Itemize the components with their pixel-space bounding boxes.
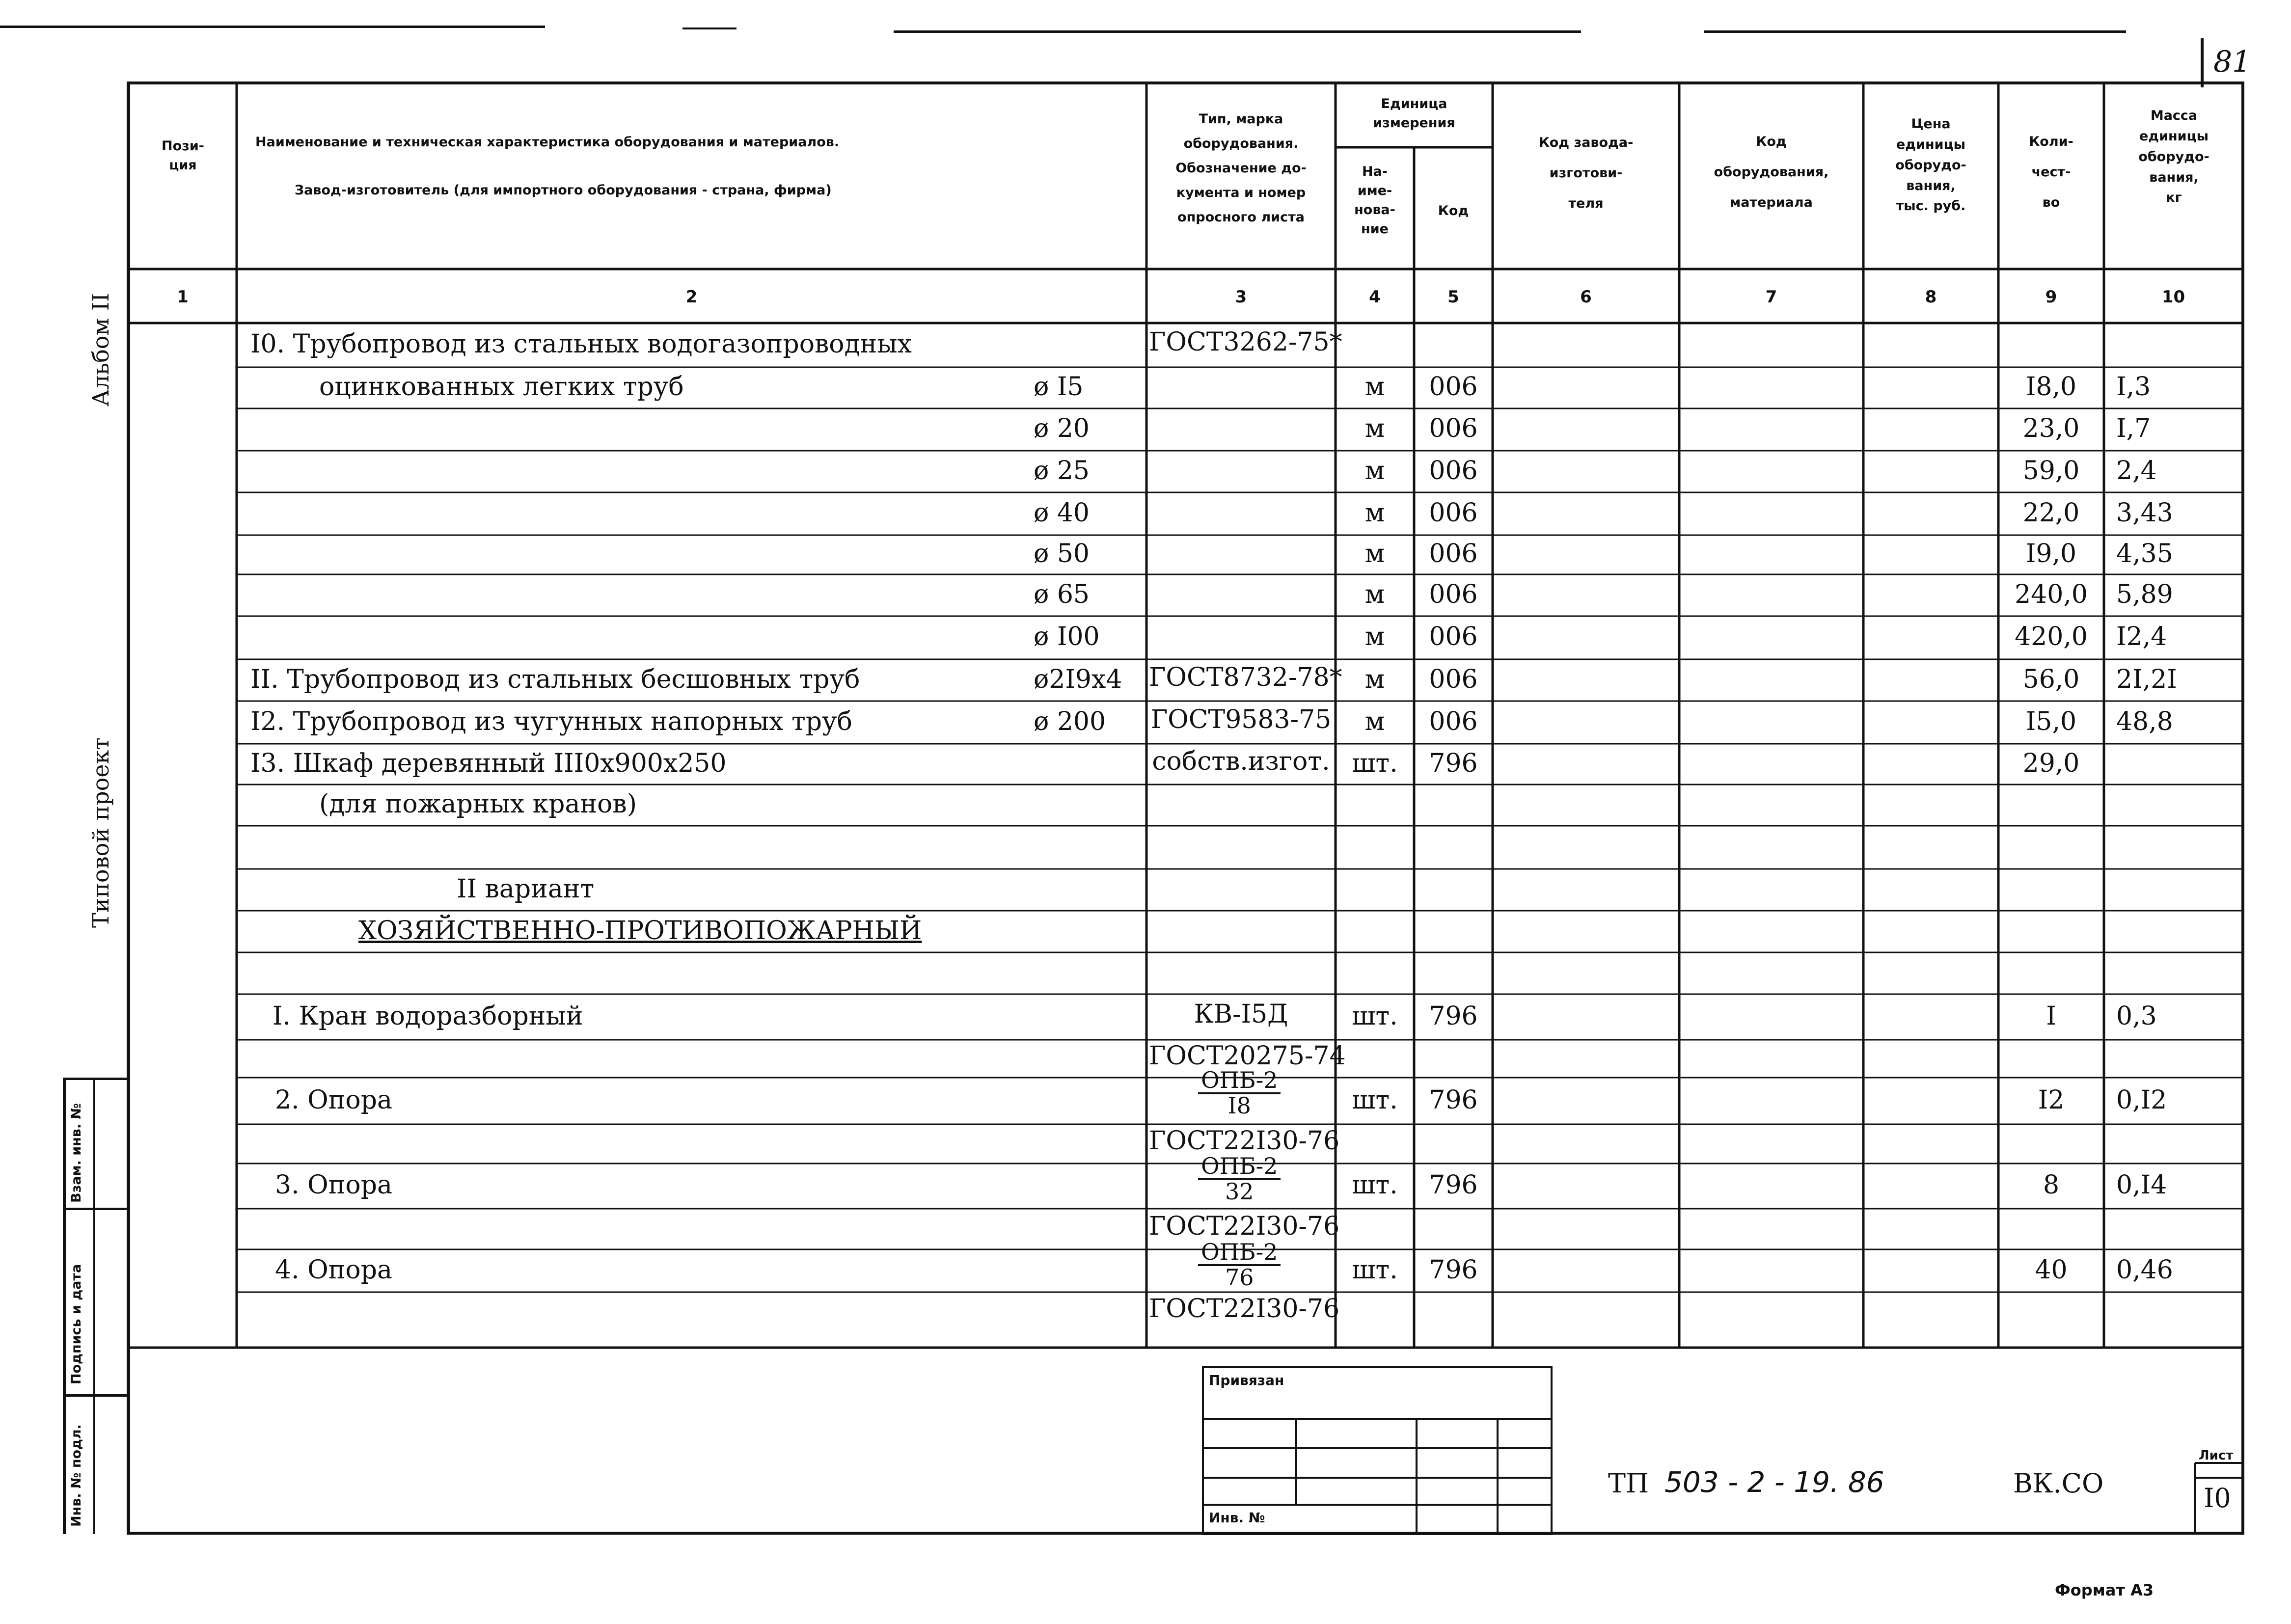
row-unit-code: 006 [1429, 456, 1478, 486]
stamp-code-prefix: ТП [1608, 1468, 1649, 1499]
column-number: 2 [685, 287, 698, 307]
row-name: 2. Опора [275, 1085, 393, 1115]
format-label: Формат А3 [2055, 1581, 2154, 1599]
row-mass: 2,4 [2116, 456, 2157, 486]
row-mass: 0,I4 [2116, 1170, 2167, 1200]
row-unit-code: 796 [1429, 1170, 1478, 1200]
row-unit-code: 006 [1429, 622, 1478, 651]
row-quantity: I5,0 [2025, 706, 2077, 736]
row-unit-code: 796 [1429, 1255, 1478, 1285]
row-size: ø 40 [1034, 498, 1090, 528]
row-name: I3. Шкаф деревянный III0x900x250 [250, 748, 727, 778]
row-name: 4. Опора [275, 1255, 393, 1285]
row-unit: м [1364, 539, 1385, 568]
fraction-bottom: 32 [1225, 1178, 1254, 1205]
page-number: 81 [2213, 45, 2251, 79]
row-unit-code: 006 [1429, 414, 1478, 443]
row-mass: 3,43 [2116, 498, 2173, 528]
stamp-sheet-no: I0 [2204, 1483, 2231, 1514]
row-unit: шт. [1352, 1255, 1398, 1285]
row-unit-code: 006 [1429, 664, 1478, 694]
row-unit: м [1364, 664, 1385, 694]
row-quantity: 240,0 [2015, 579, 2088, 609]
row-document-fraction [1198, 1155, 1281, 1203]
row-quantity: 29,0 [2022, 748, 2080, 778]
row-quantity: I8,0 [2025, 372, 2077, 402]
row-mass: 0,I2 [2116, 1085, 2167, 1115]
header-unit: Единица измерения [1373, 96, 1455, 131]
inv-label: Инв. № подл. [69, 1424, 84, 1527]
stamp-privyazan: Привязан [1209, 1372, 1284, 1388]
row-unit: м [1364, 372, 1385, 402]
row-document: ГОСТ22I30-76 [1149, 1294, 1340, 1324]
row-unit-code: 006 [1429, 706, 1478, 736]
row-name: II. Трубопровод из стальных бесшовных труб [250, 664, 860, 694]
stamp-sheet-label: Лист [2199, 1448, 2234, 1463]
row-size: ø I5 [1034, 372, 1084, 402]
row-document: ГОСТ22I30-76 [1149, 1126, 1340, 1156]
row-mass: I,7 [2116, 414, 2151, 443]
header-position: Пози- ция [162, 138, 204, 173]
vzam-label: Взам. инв. № [69, 1103, 84, 1203]
row-document: ГОСТ20275-74 [1149, 1041, 1346, 1071]
album-label: Альбом II [87, 293, 114, 406]
fraction-top: ОПБ-2 [1198, 1069, 1281, 1094]
row-size: ø 50 [1034, 539, 1090, 568]
podpis-label: Подпись и дата [69, 1264, 84, 1384]
header-name-line1: Наименование и техническая характеристика оборудования и материалов. [255, 135, 840, 150]
row-unit-code: 006 [1429, 539, 1478, 568]
row-name: I2. Трубопровод из чугунных напорных труб [250, 706, 852, 736]
row-unit: м [1364, 498, 1385, 528]
row-size: ø I00 [1034, 622, 1100, 651]
row-quantity: I [2046, 1001, 2056, 1031]
row-quantity: 420,0 [2015, 622, 2088, 651]
header-type: Тип, марка оборудования. Обозначение до- кумента и номер опросного листа [1175, 111, 1307, 225]
row-document: ГОСТ3262-75* [1149, 327, 1342, 357]
row-document: ГОСТ8732-78* [1149, 662, 1342, 692]
row-unit-code: 796 [1429, 1001, 1478, 1031]
stamp-code-handwritten: 503 - 2 - 19. 86 [1664, 1465, 1884, 1499]
row-name: II вариант [457, 874, 595, 904]
row-mass: 4,35 [2116, 539, 2173, 568]
row-quantity: I9,0 [2025, 539, 2077, 568]
row-size: ø 65 [1034, 579, 1090, 609]
fraction-top: ОПБ-2 [1198, 1241, 1281, 1266]
row-unit-code: 006 [1429, 579, 1478, 609]
row-quantity: 23,0 [2022, 414, 2080, 443]
stamp-inv-no: Инв. № [1209, 1510, 1265, 1526]
row-name: I0. Трубопровод из стальных водогазопроводных [250, 329, 912, 359]
row-size: ø2I9x4 [1034, 664, 1122, 694]
row-document: ГОСТ22I30-76 [1149, 1211, 1340, 1241]
column-number: 10 [2161, 287, 2185, 307]
row-unit: м [1364, 579, 1385, 609]
row-quantity: 22,0 [2022, 498, 2080, 528]
row-unit: шт. [1352, 1001, 1398, 1031]
header-quantity: Коли- чест- во [2029, 134, 2073, 211]
header-name-line2: Завод-изготовитель (для импортного оборудования - страна, фирма) [295, 183, 832, 198]
header-mass: Масса единицы оборудо- вания, кг [2138, 108, 2209, 206]
stamp-mark: ВК.СО [2013, 1468, 2104, 1499]
column-number: 9 [2045, 287, 2057, 307]
column-number: 4 [1369, 287, 1381, 307]
row-document: ГОСТ9583-75 [1150, 704, 1332, 734]
row-quantity: 59,0 [2022, 456, 2080, 486]
row-name: I. Кран водоразборный [273, 1001, 583, 1031]
row-unit: м [1364, 414, 1385, 443]
row-name: (для пожарных кранов) [319, 789, 637, 819]
row-document: собств.изгот. [1152, 746, 1330, 776]
row-document: КВ-I5Д [1194, 999, 1288, 1029]
row-mass: 0,3 [2116, 1001, 2157, 1031]
project-label: Типовой проект [87, 737, 114, 928]
column-number: 3 [1235, 287, 1247, 307]
row-mass: 0,46 [2116, 1255, 2173, 1285]
row-mass: 48,8 [2116, 706, 2173, 736]
row-mass: 2I,2I [2116, 664, 2177, 694]
row-unit-code: 796 [1429, 748, 1478, 778]
header-unit-name: На- име- нова- ние [1354, 164, 1395, 237]
row-unit: шт. [1352, 1170, 1398, 1200]
row-size: ø 200 [1034, 706, 1106, 736]
row-name: ХОЗЯЙСТВЕННО-ПРОТИВОПОЖАРНЫЙ [358, 916, 922, 946]
row-unit: м [1364, 622, 1385, 651]
column-number: 7 [1765, 287, 1777, 307]
column-number: 6 [1580, 287, 1592, 307]
row-size: ø 20 [1034, 414, 1090, 443]
fraction-top: ОПБ-2 [1198, 1155, 1281, 1180]
row-unit: шт. [1352, 1085, 1398, 1115]
row-quantity: I2 [2038, 1085, 2065, 1115]
row-unit-code: 006 [1429, 498, 1478, 528]
header-equipment-code: Код оборудования, материала [1714, 134, 1829, 211]
row-unit-code: 796 [1429, 1085, 1478, 1115]
header-unit-code: Код [1438, 203, 1469, 218]
column-number: 1 [177, 287, 189, 307]
row-mass: 5,89 [2116, 579, 2173, 609]
row-mass: I2,4 [2116, 622, 2167, 651]
row-document-fraction [1198, 1241, 1281, 1289]
row-unit-code: 006 [1429, 372, 1478, 402]
row-quantity: 56,0 [2022, 664, 2080, 694]
fraction-bottom: I8 [1227, 1092, 1251, 1119]
row-unit: шт. [1352, 748, 1398, 778]
column-number: 8 [1925, 287, 1937, 307]
row-quantity: 8 [2043, 1170, 2060, 1200]
header-price: Цена единицы оборудо- вания, тыс. руб. [1895, 116, 1966, 214]
row-mass: I,3 [2116, 372, 2151, 402]
fraction-bottom: 76 [1225, 1264, 1254, 1291]
header-factory-code: Код завода- изготови- теля [1538, 135, 1634, 212]
row-size: ø 25 [1034, 456, 1090, 486]
row-name: оцинкованных легких труб [319, 372, 684, 402]
row-document-fraction [1198, 1069, 1281, 1117]
row-unit: м [1364, 456, 1385, 486]
row-quantity: 40 [2035, 1255, 2068, 1285]
row-unit: м [1364, 706, 1385, 736]
row-name: 3. Опора [275, 1170, 393, 1200]
column-number: 5 [1447, 287, 1459, 307]
